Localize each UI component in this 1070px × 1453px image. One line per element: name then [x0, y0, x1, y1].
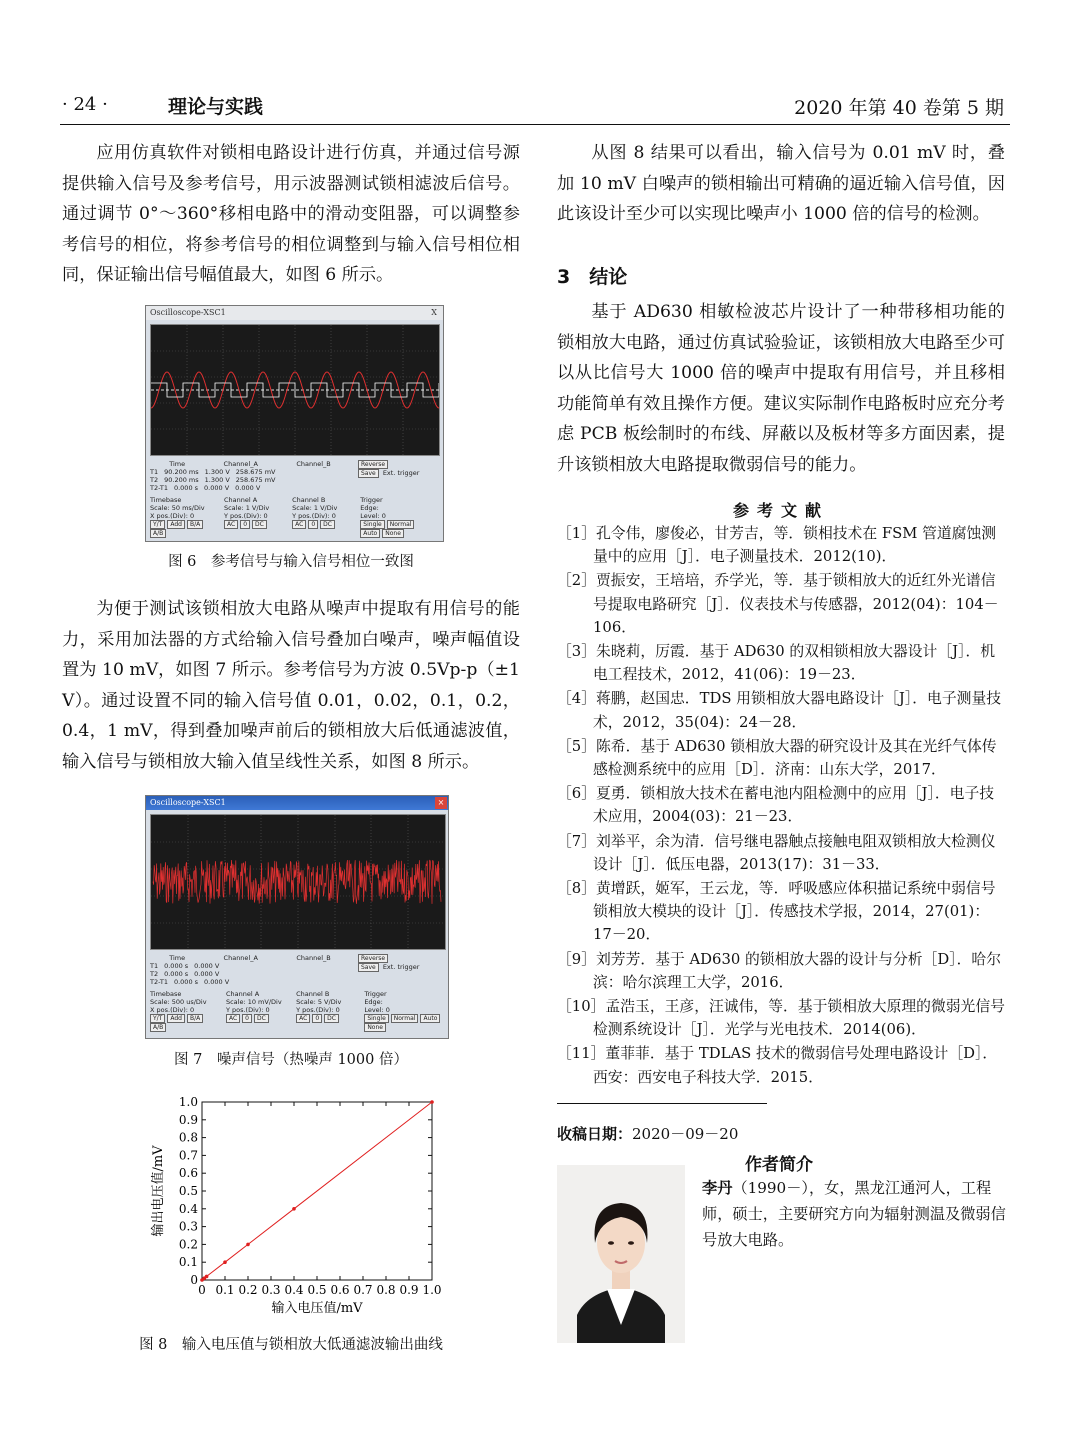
- channel-b-ypos[interactable]: Y pos.(Div): 0: [296, 1006, 340, 1014]
- figure-6-oscilloscope: [145, 305, 444, 542]
- readout-cell: 1.300 V: [204, 468, 230, 476]
- save-button[interactable]: Save: [358, 469, 379, 478]
- trigger-label: Trigger: [360, 496, 383, 504]
- channel-b-label: Channel B: [292, 496, 326, 504]
- x-tick-label: 0.5: [307, 1283, 327, 1297]
- scope6-titlebar: [146, 306, 443, 320]
- header-rule: [60, 124, 1010, 125]
- author-heading: 作者简介: [745, 1155, 813, 1175]
- trigger-auto-button[interactable]: Auto: [420, 1014, 440, 1023]
- readout-header: Channel_A: [223, 460, 258, 468]
- x-tick-label: 0.6: [330, 1283, 350, 1297]
- received-date: [557, 1123, 738, 1144]
- scope6-title: Oscilloscope-XSC1: [150, 308, 226, 317]
- trigger-edge[interactable]: Edge:: [360, 504, 379, 512]
- x-tick-label: 0.1: [215, 1283, 235, 1297]
- trigger-single-button[interactable]: Single: [364, 1014, 388, 1023]
- reference-item: ［9］刘芳芳．基于 AD630 的锁相放大器的设计与分析［D］．哈尔滨：哈尔滨理工大学，2016．: [557, 950, 1002, 991]
- channel-b-ac-button[interactable]: AC: [296, 1014, 310, 1023]
- author-name: 李丹: [702, 1179, 733, 1197]
- mode-yt-button[interactable]: Y/T: [150, 520, 165, 529]
- y-tick-label: 0.1: [178, 1255, 198, 1270]
- channel-a-ypos[interactable]: Y pos.(Div): 0: [223, 512, 268, 520]
- scope6-readout: [150, 460, 438, 538]
- channel-a-label: Channel A: [225, 990, 260, 998]
- mode-add-button[interactable]: Add: [167, 520, 185, 529]
- timebase-xpos[interactable]: X pos.(Div): 0: [150, 1006, 195, 1014]
- scope7-waveform: [151, 815, 445, 949]
- y-tick-label: 0.2: [178, 1237, 198, 1252]
- readout-header: Channel_A: [223, 954, 258, 962]
- mode-yt-button[interactable]: Y/T: [150, 1014, 165, 1023]
- reference-item: ［4］蒋鹏，赵国忠．TDS 用锁相放大器电路设计［J］．电子测量技术，2012，35(04)：24－28．: [557, 690, 1002, 731]
- reference-item: ［5］陈希．基于 AD630 锁相放大器的研究设计及其在光纤气体传感检测系统中的应用［D］．济南：山东大学，2017．: [557, 737, 997, 779]
- channel-b-ypos[interactable]: Y pos.(Div): 0: [292, 512, 336, 520]
- y-tick-label: 0: [190, 1273, 198, 1287]
- readout-cell: 0.000 s: [173, 484, 199, 492]
- left-paragraph-1: 应用仿真软件对锁相电路设计进行仿真，并通过信号源提供输入信号及参考信号，用示波器测试锁相滤波后信号。通过调节 0°～360°移相电路中的滑动变阻器，可以调整参考信号的相位，将参考信号的相位调整到与输入信号相位相同，保证输出信号幅值最大，如图 6 所示。: [62, 143, 520, 285]
- channel-b-zero-button[interactable]: 0: [308, 520, 318, 529]
- x-tick-label: 0.4: [284, 1283, 304, 1297]
- reference-item: ［8］黄增跃，姬军，王云龙，等．呼吸感应体积描记系统中弱信号锁相放大模块的设计［J］．传感技术学报，2014，27(01)：17－20．: [557, 880, 996, 944]
- timebase-xpos[interactable]: X pos.(Div): 0: [150, 512, 195, 520]
- timebase-scale[interactable]: Scale: 50 ms/Div: [150, 504, 205, 512]
- reference-item: ［2］贾振安，王培培，乔学光，等．基于锁相放大的近红外光谱信号提取电路研究［J］．仪表技术与传感器，2012(04)：104－106．: [557, 572, 999, 636]
- trigger-normal-button[interactable]: Normal: [387, 520, 415, 529]
- y-tick-label: 0.3: [178, 1219, 198, 1234]
- close-icon[interactable]: X: [431, 308, 437, 317]
- reference-item: ［11］董菲菲．基于 TDLAS 技术的微弱信号处理电路设计［D］．西安：西安电子科技大学．2015．: [557, 1045, 998, 1086]
- series-line: [202, 1102, 432, 1280]
- readout-cell: 0.000 s: [164, 962, 189, 970]
- right-paragraph-1: 从图 8 结果可以看出，输入信号为 0.01 mV 时，叠加 10 mV 白噪声的锁相输出可精确的逼近输入信号值，因此该设计至少可以实现比噪声小 1000 倍的信号的检测。: [557, 143, 1005, 224]
- readout-cell: T1: [150, 468, 159, 476]
- figure-8-chart: [140, 1090, 450, 1322]
- reverse-button[interactable]: Reverse: [358, 954, 388, 963]
- x-tick-label: 0.7: [353, 1283, 373, 1297]
- channel-a-scale[interactable]: Scale: 10 mV/Div: [225, 998, 282, 1006]
- trigger-level[interactable]: Level: 0: [364, 1006, 390, 1014]
- author-portrait: [557, 1165, 685, 1343]
- trigger-normal-button[interactable]: Normal: [391, 1014, 419, 1023]
- channel-b-label: Channel B: [296, 990, 330, 998]
- readout-cell: 0.000 V: [194, 970, 220, 978]
- timebase-label: Timebase: [150, 496, 182, 504]
- mode-ba-button[interactable]: B/A: [187, 520, 203, 529]
- footnote-rule: [557, 1103, 767, 1104]
- ext-trigger-label: Ext. trigger: [382, 963, 420, 971]
- scope7-screen: [150, 814, 446, 950]
- x-tick-label: 1.0: [422, 1283, 442, 1297]
- y-tick-label: 0.4: [178, 1201, 198, 1216]
- readout-cell: T1: [150, 962, 159, 970]
- reference-item: ［7］刘举平，余为清．信号继电器触点接触电阻双锁相放大检测仪设计［J］．低压电器，2013(17)：31－33．: [557, 832, 996, 873]
- x-tick-label: 0.8: [376, 1283, 396, 1297]
- scope7-titlebar: [146, 796, 448, 810]
- reference-item: ［10］孟浩玉，王彦，汪诚伟，等．基于锁相放大原理的微弱光信号检测系统设计［J］．光学与光电技术．2014(06)．: [557, 998, 1005, 1039]
- channel-b-dc-button[interactable]: DC: [324, 1014, 339, 1023]
- author-bio-text: （1990－），女，黑龙江通河人，工程师，硕士，主要研究方向为辐射测温及微弱信号放大电路。: [702, 1179, 1006, 1249]
- channel-a-ypos[interactable]: Y pos.(Div): 0: [225, 1006, 270, 1014]
- channel-a-zero-button[interactable]: 0: [242, 1014, 252, 1023]
- data-point: [292, 1207, 296, 1211]
- data-point: [246, 1243, 250, 1247]
- y-tick-label: 0.9: [178, 1112, 198, 1127]
- readout-cell: 0.000 V: [194, 962, 220, 970]
- ext-trigger-label: Ext. trigger: [382, 469, 420, 477]
- channel-a-ac-button[interactable]: AC: [224, 520, 238, 529]
- trigger-auto-button[interactable]: Auto: [360, 529, 380, 538]
- mode-add-button[interactable]: Add: [167, 1014, 185, 1023]
- timebase-scale[interactable]: Scale: 500 us/Div: [150, 998, 207, 1006]
- channel-a-dc-button[interactable]: DC: [252, 520, 267, 529]
- figure-7-caption: 图 7 噪声信号（热噪声 1000 倍）: [174, 1052, 408, 1068]
- save-button[interactable]: Save: [358, 963, 379, 972]
- left-paragraph-2: 为便于测试该锁相放大电路从噪声中提取有用信号的能力，采用加法器的方式给输入信号叠加白噪声，噪声幅值设置为 10 mV，如图 7 所示。参考信号为方波 0.5Vp-p（±1 V）。通过设置不同的输入信号值 0.01，0.02，0.1，0.2，0.4，1 mV，得到叠加噪声前后的锁相放大后低通滤波值，输入信号与锁相放大输入值呈线性关系，如图 8 所示。: [62, 599, 520, 772]
- scope6-waveform: [151, 325, 439, 455]
- readout-header: Time: [169, 460, 186, 468]
- reference-item: ［1］孔令伟，廖俊必，甘芳吉，等．锁相技术在 FSM 管道腐蚀测量中的应用［J］．电子测量技术．2012(10)．: [557, 525, 997, 566]
- trigger-single-button[interactable]: Single: [360, 520, 384, 529]
- reference-item: ［6］夏勇．锁相放大技术在蓄电池内阻检测中的应用［J］．电子技术应用，2004(03)：21－23．: [557, 785, 995, 826]
- y-tick-label: 0.8: [178, 1130, 198, 1145]
- channel-a-scale[interactable]: Scale: 1 V/Div: [223, 504, 270, 512]
- author-photo: [557, 1165, 685, 1343]
- x-tick-label: 0: [198, 1283, 206, 1297]
- figure-8-caption: 图 8 输入电压值与锁相放大低通滤波输出曲线: [139, 1337, 443, 1353]
- author-bio: [702, 1175, 1006, 1253]
- trigger-label: Trigger: [364, 990, 387, 998]
- y-tick-label: 0.7: [178, 1148, 198, 1163]
- close-icon[interactable]: ×: [435, 797, 447, 809]
- readout-header: Channel_B: [296, 460, 331, 468]
- readout-cell: T2: [150, 476, 159, 484]
- readout-cell: 90.200 ms: [164, 476, 199, 484]
- x-axis-label: 输入电压值/mV: [271, 1301, 363, 1316]
- readout-cell: 0.000 V: [235, 484, 261, 492]
- right-paragraph-2: 基于 AD630 相敏检波芯片设计了一种带移相功能的锁相放大电路，通过仿真试验验证，该锁相放大电路至少可以从比信号大 1000 倍的噪声中提取有用信号，并且移相功能简单有效且操作方便。建议实际制作电路板时应充分考虑 PCB 板绘制时的布线、屏蔽以及板材等多方面因素，提升该锁相放大电路提取微弱信号的能力。: [557, 302, 1005, 475]
- page-number: · 24 ·: [62, 94, 108, 115]
- references-title: 参考文献: [732, 501, 829, 520]
- y-tick-label: 0.6: [178, 1166, 198, 1181]
- readout-cell: T2-T1: [150, 484, 168, 492]
- x-tick-label: 0.3: [261, 1283, 281, 1297]
- readout-cell: 258.675 mV: [235, 468, 276, 476]
- channel-b-scale[interactable]: Scale: 1 V/Div: [292, 504, 338, 512]
- reference-item: ［3］朱晓莉，厉霞．基于 AD630 的双相锁相放大器设计［J］．机电工程技术，2012，41(06)：19－23．: [557, 643, 996, 684]
- trigger-none-button[interactable]: None: [382, 529, 404, 538]
- data-point: [430, 1100, 434, 1104]
- x-tick-label: 0.2: [238, 1283, 258, 1297]
- readout-cell: 1.300 V: [204, 476, 230, 484]
- y-tick-label: 0.5: [178, 1184, 198, 1198]
- readout-cell: T2: [150, 970, 159, 978]
- trigger-edge[interactable]: Edge:: [364, 998, 383, 1006]
- references-list: [557, 522, 1007, 1090]
- mode-ba-button[interactable]: B/A: [187, 1014, 203, 1023]
- section-3-title: 3 结论: [557, 266, 628, 288]
- data-point: [205, 1275, 209, 1279]
- channel-b-ac-button[interactable]: AC: [292, 520, 306, 529]
- issue-info: 2020 年第 40 卷第 5 期: [794, 97, 1004, 119]
- figure-7-oscilloscope: [145, 795, 449, 1039]
- trigger-level[interactable]: Level: 0: [360, 512, 386, 520]
- scope6-screen: [150, 324, 440, 456]
- mode-ab-button[interactable]: A/B: [150, 529, 166, 538]
- readout-cell: 0.000 V: [204, 978, 230, 986]
- trigger-none-button[interactable]: None: [364, 1023, 386, 1032]
- readout-header: Channel_B: [296, 954, 331, 962]
- figure-6-caption: 图 6 参考信号与输入信号相位一致图: [168, 554, 414, 570]
- channel-a-ac-button[interactable]: AC: [226, 1014, 240, 1023]
- mode-ab-button[interactable]: A/B: [150, 1023, 166, 1032]
- channel-a-zero-button[interactable]: 0: [240, 520, 250, 529]
- y-tick-label: 1.0: [178, 1095, 198, 1109]
- channel-b-dc-button[interactable]: DC: [320, 520, 335, 529]
- section-title: 理论与实践: [168, 96, 264, 118]
- readout-cell: 0.000 s: [173, 978, 199, 986]
- readout-cell: T2-T1: [150, 978, 168, 986]
- channel-b-zero-button[interactable]: 0: [312, 1014, 322, 1023]
- channel-a-dc-button[interactable]: DC: [254, 1014, 269, 1023]
- readout-cell: 0.000 V: [204, 484, 230, 492]
- y-axis-label: 输出电压值/mV: [151, 1145, 166, 1237]
- scope7-readout: [150, 954, 444, 1032]
- readout-header: Time: [169, 954, 186, 962]
- readout-cell: 258.675 mV: [235, 476, 276, 484]
- x-tick-label: 0.9: [399, 1283, 419, 1297]
- timebase-label: Timebase: [150, 990, 182, 998]
- readout-cell: 0.000 s: [164, 970, 189, 978]
- channel-b-scale[interactable]: Scale: 5 V/Div: [296, 998, 342, 1006]
- data-point: [223, 1260, 227, 1264]
- received-value: 2020－09－20: [632, 1125, 739, 1143]
- received-label: 收稿日期：: [557, 1125, 633, 1143]
- channel-a-label: Channel A: [223, 496, 258, 504]
- scope7-title: Oscilloscope-XSC1: [150, 798, 226, 807]
- readout-cell: 90.200 ms: [164, 468, 199, 476]
- reverse-button[interactable]: Reverse: [358, 460, 388, 469]
